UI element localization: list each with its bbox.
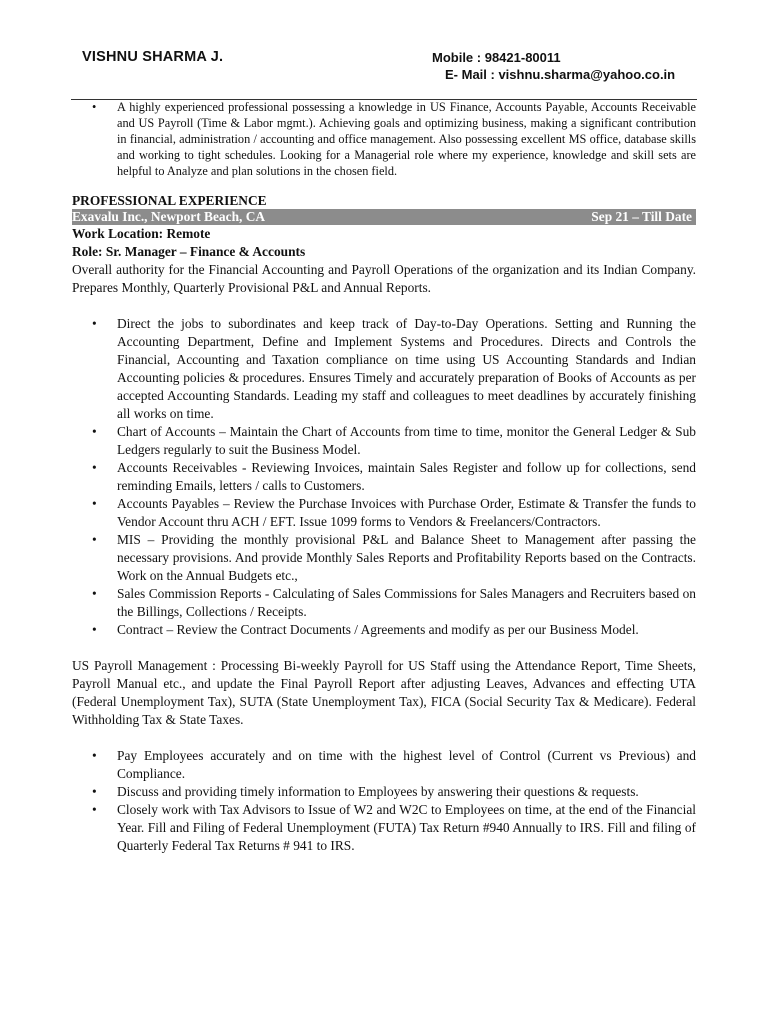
- list-item: [72, 747, 696, 783]
- job-role: Role: Sr. Manager – Finance & Accounts: [72, 244, 306, 259]
- duty-text: Sales Commission Reports - Calculating of Sales Commissions for Sales Managers and Recruiters based on the Billings, Collections / Receipts.: [117, 586, 696, 619]
- summary-item: [72, 99, 696, 179]
- payroll-list: [72, 747, 696, 855]
- duty-text: Contract – Review the Contract Documents / Agreements and modify as per our Business Model.: [117, 622, 639, 637]
- duty-text: Chart of Accounts – Maintain the Chart of Accounts from time to time, monitor the General Ledger & Sub Ledgers regularly to suit the Business Model.: [117, 424, 696, 457]
- bullet-icon: •: [92, 586, 97, 601]
- section-title-experience: PROFESSIONAL EXPERIENCE: [72, 193, 267, 208]
- contact-block: [432, 49, 675, 83]
- payroll-paragraph: US Payroll Management : Processing Bi-weekly Payroll for US Staff using the Attendance Report, Time Sheets, Payroll Manual etc., and update the Final Payroll Report after adjusting Leaves, Advances and effecting UTA (Federal Unemployment Tax), SUTA (State Unemployment Tax), FICA (Social Security Tax & Medicare). Federal Withholding Tax & State Taxes.: [72, 658, 696, 727]
- list-item: [72, 459, 696, 495]
- bullet-icon: •: [92, 802, 97, 817]
- list-item: [72, 315, 696, 423]
- bullet-icon: •: [92, 424, 97, 439]
- list-item: [72, 621, 696, 639]
- summary-list: [72, 99, 696, 179]
- duty-text: Accounts Receivables - Reviewing Invoices, maintain Sales Register and follow up for collections, send reminding Emails, letters / calls to Customers.: [117, 460, 696, 493]
- mobile-number: Mobile : 98421-80011: [432, 50, 561, 65]
- candidate-name: VISHNU SHARMA J.: [82, 49, 224, 65]
- bullet-icon: •: [92, 496, 97, 511]
- company-bar: [72, 209, 696, 225]
- list-item: [72, 783, 696, 801]
- list-item: [72, 801, 696, 855]
- bullet-icon: •: [92, 100, 97, 114]
- payroll-text: Pay Employees accurately and on time with the highest level of Control (Current vs Previous) and Compliance.: [117, 748, 696, 781]
- summary-text: A highly experienced professional possessing a knowledge in US Finance, Accounts Payable, Accounts Receivable and US Payroll (Time & Labor mgmt.). Achieving goals and optimizing business, making a significant contribution in financial, administration / accounting and office management. Also possessing excellent MS office, database skills and working to tight schedules. Looking for a Managerial role where my experience, knowledge and skill sets are helpful to Analyze and plan solutions in the chosen field.: [117, 100, 696, 178]
- duties-list: [72, 315, 696, 639]
- bullet-icon: •: [92, 460, 97, 475]
- resume-body: [72, 99, 696, 855]
- list-item: [72, 531, 696, 585]
- list-item: [72, 585, 696, 621]
- company-name: Exavalu Inc., Newport Beach, CA: [72, 209, 266, 224]
- bullet-icon: •: [92, 784, 97, 799]
- duty-text: Direct the jobs to subordinates and keep track of Day-to-Day Operations. Setting and Running the Accounting Department, Define and Implement Systems and Procedures. Directs and Controls the Financial, Accounting and Taxation compliance on time using US Accounting Standards and Indian Accounting policies & procedures. Ensures Timely and accurately preparation of Books of Accounts as per accepted Accounting Standards. Leading my staff and colleagues to meet deadlines by accurately finishing all works on time.: [117, 316, 696, 421]
- payroll-text: Closely work with Tax Advisors to Issue of W2 and W2C to Employees on time, at the end of the Financial Year. Fill and Filing of Federal Unemployment (FUTA) Tax Return #940 Annually to IRS. Fill and filing of Quarterly Federal Tax Returns # 941 to IRS.: [117, 802, 696, 853]
- email-address: E- Mail : vishnu.sharma@yahoo.co.in: [445, 67, 676, 82]
- payroll-text: Discuss and providing timely information to Employees by answering their questions & requests.: [117, 784, 639, 799]
- bullet-icon: •: [92, 316, 97, 331]
- work-location: Work Location: Remote: [72, 226, 211, 241]
- employment-period: Sep 21 – Till Date: [591, 209, 692, 224]
- list-item: [72, 423, 696, 459]
- duty-text: Accounts Payables – Review the Purchase Invoices with Purchase Order, Estimate & Transfer the funds to Vendor Account thru ACH / EFT. Issue 1099 forms to Vendors & Freelancers/Contractors.: [117, 496, 696, 529]
- bullet-icon: •: [92, 622, 97, 637]
- bullet-icon: •: [92, 532, 97, 547]
- list-item: [72, 495, 696, 531]
- duty-text: MIS – Providing the monthly provisional P&L and Balance Sheet to Management after passing the necessary provisions. And provide Monthly Sales Reports and Profitability Reports based on the Contracts. Work on the Annual Budgets etc.,: [117, 532, 696, 583]
- bullet-icon: •: [92, 748, 97, 763]
- role-overview: Overall authority for the Financial Accounting and Payroll Operations of the organization and its Indian Company. Prepares Monthly, Quarterly Provisional P&L and Annual Reports.: [72, 262, 696, 295]
